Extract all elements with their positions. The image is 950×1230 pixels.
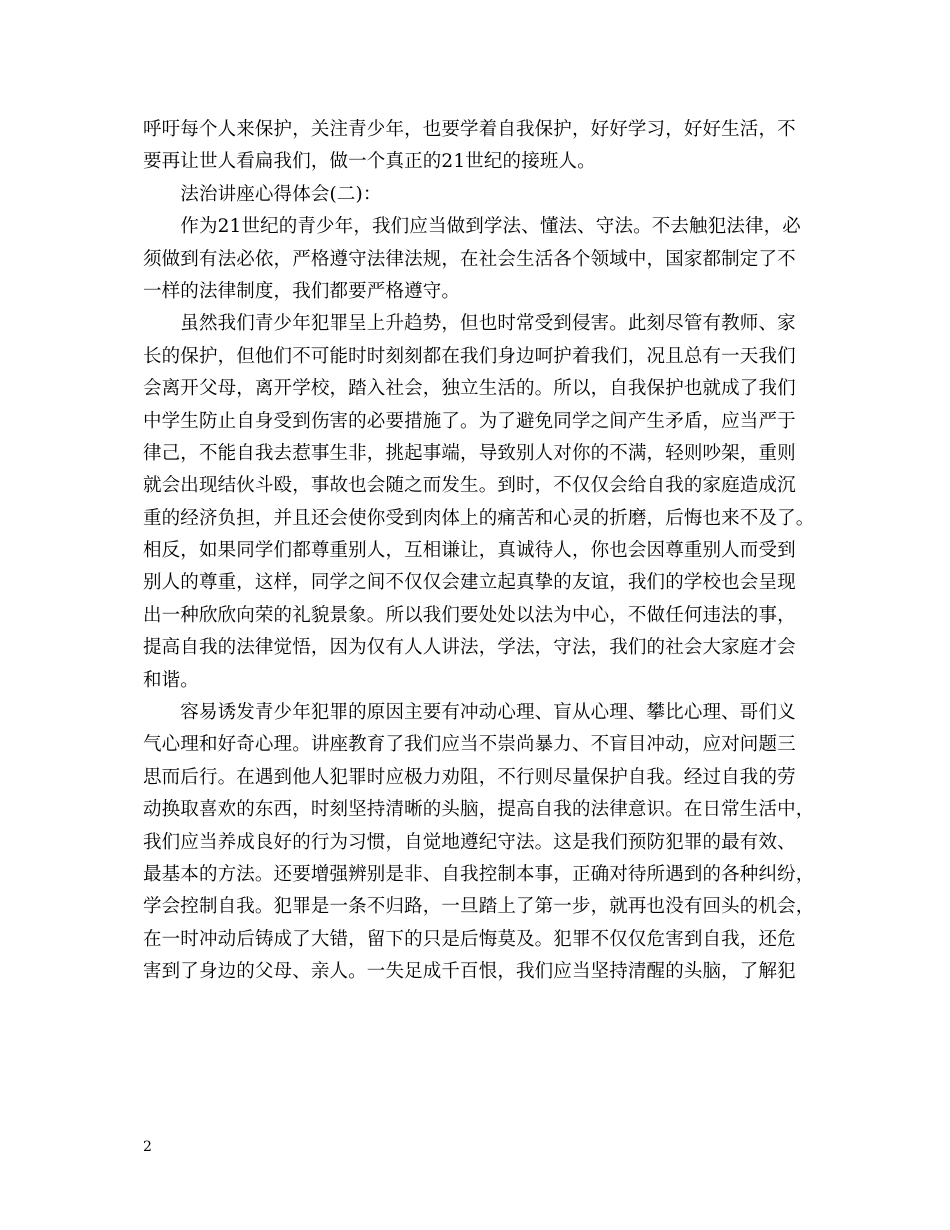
text-line: 律己，不能自我去惹事生非，挑起事端，导致别人对你的不满，轻则吵架，重则 bbox=[143, 442, 796, 464]
text-line: 提高自我的法律觉悟，因为仅有人人讲法，学法，守法，我们的社会大家庭才会 bbox=[143, 637, 796, 659]
text-line: 相反，如果同学们都尊重别人，互相谦让，真诚待人，你也会因尊重别人而受到 bbox=[143, 540, 796, 562]
text-line: 会离开父母，离开学校，踏入社会，独立生活的。所以，自我保护也就成了我们 bbox=[143, 378, 796, 400]
text-line: 重的经济负担，并且还会使你受到肉体上的痛苦和心灵的折磨，后悔也来不及了。 bbox=[143, 507, 815, 529]
text-line: 最基本的方法。还要增强辨别是非、自我控制本事，正确对待所遇到的各种纠纷， bbox=[143, 863, 815, 885]
text-line: 动换取喜欢的东西，时刻坚持清晰的头脑，提高自我的法律意识。在日常生活中， bbox=[143, 799, 815, 821]
text-line: 容易诱发青少年犯罪的原因主要有冲动心理、盲从心理、攀比心理、哥们义 bbox=[143, 702, 796, 724]
text-line: 虽然我们青少年犯罪呈上升趋势，但也时常受到侵害。此刻尽管有教师、家 bbox=[143, 313, 796, 335]
section-heading: 法治讲座心得体会(二)： bbox=[143, 183, 382, 205]
body-text bbox=[143, 114, 813, 989]
text-line: 呼吁每个人来保护，关注青少年，也要学着自我保护，好好学习，好好生活，不 bbox=[143, 119, 796, 140]
page-number: 2 bbox=[143, 1139, 152, 1155]
text-line: 一样的法律制度，我们都要严格遵守。 bbox=[143, 280, 461, 302]
text-line: 作为21世纪的青少年，我们应当做到学法、懂法、守法。不去触犯法律，必 bbox=[143, 216, 801, 238]
text-line: 学会控制自我。犯罪是一条不归路，一旦踏上了第一步，就再也没有回头的机会， bbox=[143, 896, 815, 918]
text-line: 和谐。 bbox=[143, 669, 199, 691]
text-line: 中学生防止自身受到伤害的必要措施了。为了避免同学之间产生矛盾，应当严于 bbox=[143, 410, 796, 432]
text-line: 出一种欣欣向荣的礼貌景象。所以我们要处处以法为中心，不做任何违法的事， bbox=[143, 604, 796, 626]
text-line: 我们应当养成良好的行为习惯，自觉地遵纪守法。这是我们预防犯罪的最有效、 bbox=[143, 831, 796, 853]
text-line: 要再让世人看扁我们，做一个真正的21世纪的接班人。 bbox=[143, 151, 596, 173]
text-line: 长的保护，但他们不可能时时刻刻都在我们身边呵护着我们，况且总有一天我们 bbox=[143, 345, 796, 367]
text-line: 别人的尊重，这样，同学之间不仅仅会建立起真挚的友谊，我们的学校也会呈现 bbox=[143, 572, 796, 594]
text-line: 就会出现结伙斗殴，事故也会随之而发生。到时，不仅仅会给自我的家庭造成沉 bbox=[143, 475, 796, 497]
text-line: 气心理和好奇心理。讲座教育了我们应当不崇尚暴力、不盲目冲动，应对问题三 bbox=[143, 734, 796, 756]
text-line: 思而后行。在遇到他人犯罪时应极力劝阻，不行则尽量保护自我。经过自我的劳 bbox=[143, 766, 796, 788]
text-line: 须做到有法必依，严格遵守法律法规，在社会生活各个领域中，国家都制定了不 bbox=[143, 248, 796, 270]
text-line: 害到了身边的父母、亲人。一失足成千百恨，我们应当坚持清醒的头脑，了解犯 bbox=[143, 961, 796, 983]
text-line: 在一时冲动后铸成了大错，留下的只是后悔莫及。犯罪不仅仅危害到自我，还危 bbox=[143, 928, 796, 950]
